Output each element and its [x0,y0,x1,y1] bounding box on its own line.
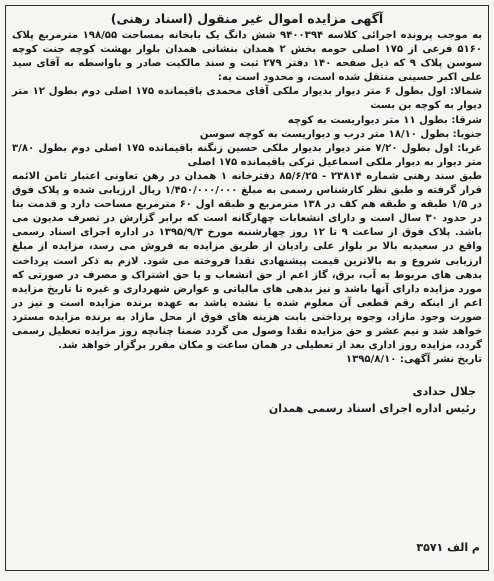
north-boundary: شمالا: اول بطول ۶ متر دیوار بدیوار ملکی آقای محمدی باقیمانده ۱۷۵ اصلی دوم بطول ۱۲ متر دیوار به کوچه بن بست [12,86,482,112]
signatory-name: جلال حدادی [412,385,476,399]
notice-body [12,29,482,367]
signature-block [12,383,482,417]
south-boundary: جنوبا: بطول ۱۸/۱۰ متر درب و دیواریست به کوچه سوسن [199,128,482,140]
east-boundary: شرقا: بطول ۱۱ متر دیواریست به کوچه [287,114,482,126]
notice-title: آگهی مزایده اموال غیر منقول (اسناد رهنی) [110,11,384,26]
west-boundary: غربا: اول بطول ۷/۲۰ متر دیوار بدیوار ملکی حسین زنگنه باقیمانده ۱۷۵ اصلی دوم بطول ۳/۸۰ متر دیوار به دیوار ملکی اسماعیل ترکی باقیمانده ۱۷۵ اصلی [12,142,482,168]
property-description: به موجب پرونده اجرائی کلاسه ۹۴۰۰۳۹۴ شش دانگ یک بابخانه بمساحت ۱۹۸/۵۵ مترمربع پلاک ۵۱۶۰ فرعی از ۱۷۵ اصلی حومه بخش ۲ همدان بنشانی همدان بلوار بهشت کوچه جنت کوچه سوسن پلاک ۹ که ذیل صفحه ۱۴۰ دفتر ۲۷۹ ثبت و سند مالکیت صادر و باواسطه به آقای سید علی اکبر حسینی منتقل شده است، و محدود است به: [12,30,483,84]
auction-notice [5,5,489,571]
auction-terms: طبق سند رهنی شماره ۲۳۸۱۴ - ۸۵/۶/۲۵ دفترخانه ۱ همدان در رهن تعاونی اعتبار ثامن الائمه قرار گرفته و طبق نظر کارشناس رسمی به مبلغ ۱/۴۵۰/۰۰۰/۰۰۰ ریال ارزیابی شده و پلاک فوق در ۱/۵ طبقه و طبقه هم کف در ۱۳۸ مترمربع و طبقه اول ۶۰ مترمربع مساحت دارد و قدمت بنا در حدود ۳۰ سال است و دارای انشعابات چهارگانه است که برابر گزارش در تصرف مدیون می باشد. پلاک فوق از ساعت ۹ تا ۱۲ روز چهارشنبه مورخ ۱۳۹۵/۹/۳ در اداره اجرای اسناد رسمی واقع در سعیدیه بالا بر بلوار علی رادیان از طریق مزایده به فروش می رسد، مزایده از مبلغ ارزیابی شروع و به بالاترین قیمت پیشنهادی نقدا فروخته می شود. لازم به ذکر است پرداخت بدهی های مربوط به آب، برق، گاز اعم از حق انشعاب و یا حق اشتراک و مصرف در صورتی که مورد مزایده دارای آنها باشد و نیز بدهی های مالیاتی و عوارض شهرداری و غیره تا تاریخ مزایده اعم از اینکه رقم قطعی آن معلوم شده یا نشده باشد به عهده برنده مزایده است و نیز در صورت وجود مازاد، وجوه پرداختی بابت هزینه های فوق از محل مازاد به برنده مزایده مسترد خواهد شد و نیم عشر و حق مزایده نقدا وصول می گردد ضمنا چنانچه روز مزایده تعطیل رسمی گردد، مزایده روز اداری بعد از تعطیلی در همان ساعت و مکان مقرر برگزار خواهد شد. [12,170,483,352]
publish-date: تاریخ نشر آگهی: ۱۳۹۵/۸/۱۰ [345,354,482,366]
signatory-position: رئیس اداره اجرای اسناد رسمی همدان [268,402,476,416]
notice-code: م الف ۳۵۷۱ [416,541,480,554]
